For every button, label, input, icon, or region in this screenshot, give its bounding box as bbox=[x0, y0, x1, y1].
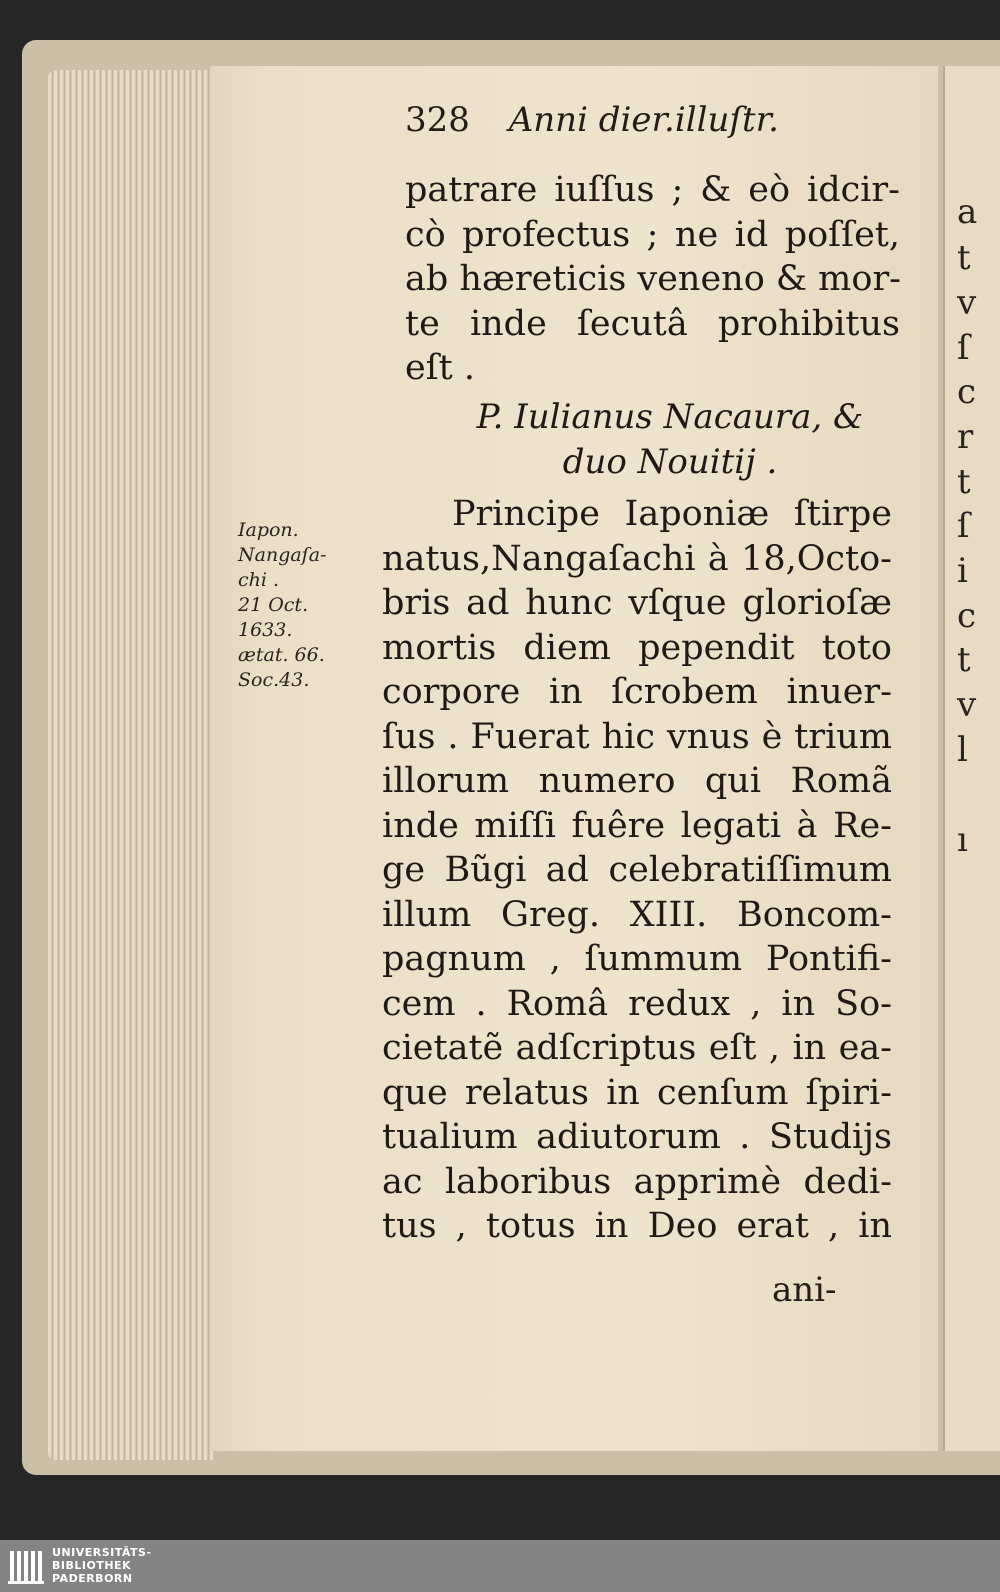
margin-note-line: 1633. bbox=[238, 619, 293, 641]
text-line: cem . Româ redux , in So- bbox=[382, 983, 892, 1024]
heading-line: duo Nouitij . bbox=[562, 441, 778, 482]
book-page-right-fragment bbox=[943, 66, 1000, 1451]
margin-note-line: ætat. 66. bbox=[238, 644, 325, 666]
library-footer bbox=[0, 1540, 1000, 1592]
text-line: illum Greg. XIII. Boncom- bbox=[382, 894, 892, 935]
next-page-letter: c bbox=[957, 596, 977, 636]
margin-note bbox=[238, 518, 326, 693]
library-name-line: UNIVERSITÄTS- bbox=[52, 1546, 152, 1559]
next-page-letter: v bbox=[957, 685, 977, 725]
margin-note-line: Nangaſa- bbox=[238, 544, 327, 566]
text-line: patrare iuſſus ; & eò idcir- bbox=[405, 170, 900, 210]
next-page-letter: a bbox=[957, 192, 978, 232]
page-number: 328 bbox=[405, 100, 470, 140]
next-page-letter: t bbox=[957, 238, 971, 278]
margin-note-line: Soc.43. bbox=[238, 669, 310, 691]
text-line: inde miſſi fuêre legati à Re- bbox=[382, 805, 892, 846]
margin-note-line: Iapon. bbox=[238, 519, 299, 541]
body-paragraph bbox=[382, 492, 892, 1249]
text-line: ſus . Fuerat hic vnus è trium bbox=[382, 716, 892, 757]
margin-note-line: chi . bbox=[238, 569, 280, 591]
text-line: pagnum , ſummum Pontifi- bbox=[382, 939, 892, 979]
page-edges bbox=[48, 70, 213, 1460]
continuation-paragraph bbox=[405, 168, 900, 391]
heading-line: P. Iulianus Nacaura, & bbox=[476, 397, 864, 437]
text-line: Principe Iaponiæ ſtirpe bbox=[452, 494, 892, 534]
text-line: ge Bũgi ad celebratiſſimum bbox=[382, 850, 892, 890]
next-page-letter: ſ bbox=[957, 328, 970, 368]
next-page-letter: v bbox=[957, 283, 977, 323]
text-line: mortis diem pependit toto bbox=[382, 627, 892, 668]
library-logo-icon bbox=[8, 1547, 48, 1585]
text-line: tualium adiutorum . Studijs bbox=[382, 1117, 892, 1157]
text-line: que relatus in cenſum ſpiri- bbox=[382, 1072, 892, 1113]
next-page-letter: r bbox=[957, 417, 974, 457]
library-name-line: BIBLIOTHEK bbox=[52, 1559, 132, 1572]
next-page-letter: t bbox=[957, 640, 971, 680]
next-page-letter: i bbox=[957, 551, 968, 591]
next-page-letter: ı bbox=[957, 820, 968, 860]
text-line: te inde ſecutâ prohibitus bbox=[405, 303, 900, 344]
library-name bbox=[52, 1546, 152, 1585]
text-line: bris ad hunc vſque glorioſæ bbox=[382, 583, 892, 623]
text-line: cietatẽ adſcriptus eſt , in ea- bbox=[382, 1028, 892, 1068]
library-name-line: PADERBORN bbox=[52, 1572, 133, 1585]
text-line: eſt . bbox=[405, 348, 475, 388]
next-page-letter: c bbox=[957, 372, 977, 412]
next-page-letter: t bbox=[957, 462, 971, 502]
catchword: ani- bbox=[772, 1270, 837, 1310]
text-line: illorum numero qui Romã bbox=[382, 761, 892, 801]
text-line: ac laboribus apprimè dedi- bbox=[382, 1161, 892, 1202]
next-page-letter: l bbox=[957, 730, 968, 770]
text-line: ab hæreticis veneno & mor- bbox=[405, 259, 901, 299]
running-title: Anni dier.illuſtr. bbox=[508, 100, 779, 140]
section-heading bbox=[420, 395, 920, 484]
text-line: natus,Nangaſachi à 18,Octo- bbox=[382, 538, 892, 579]
running-head bbox=[405, 100, 779, 140]
text-line: cò profectus ; ne id poſſet, bbox=[405, 214, 900, 255]
text-line: corpore in ſcrobem inuer- bbox=[382, 672, 892, 712]
next-page-letter: ſ bbox=[957, 506, 970, 546]
margin-note-line: 21 Oct. bbox=[238, 594, 309, 616]
text-line: tus , totus in Deo erat , in bbox=[382, 1206, 892, 1246]
